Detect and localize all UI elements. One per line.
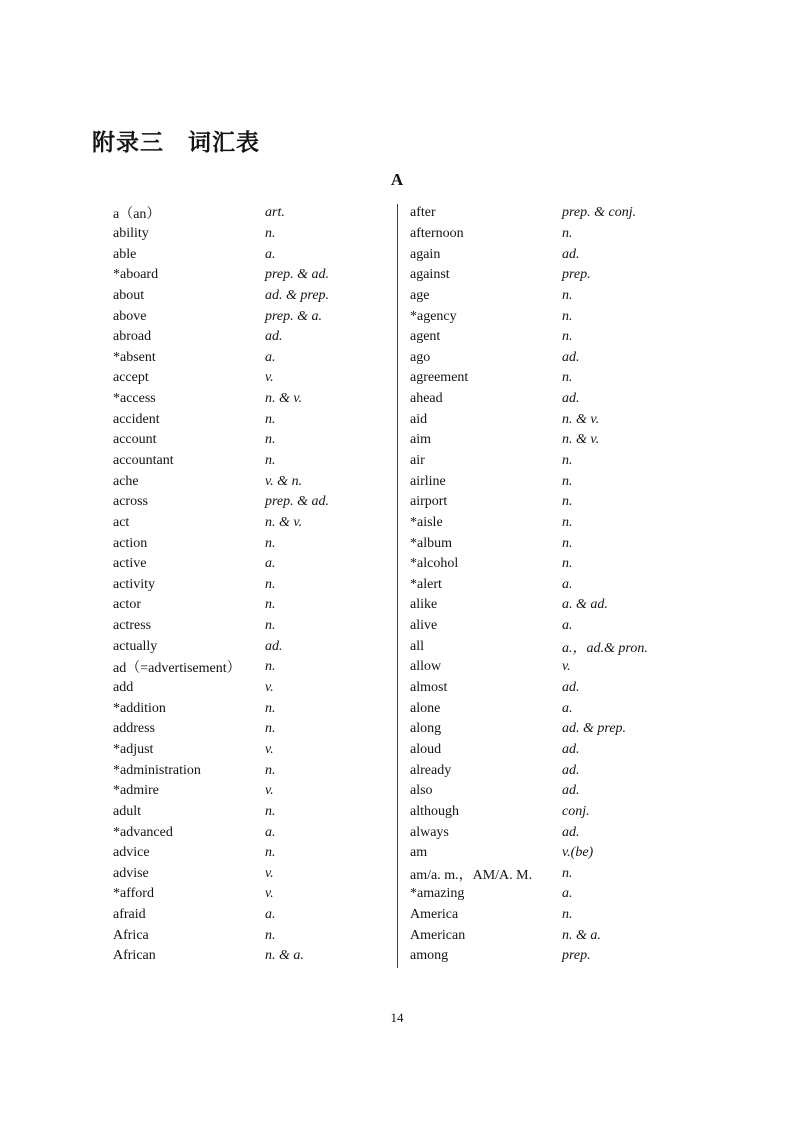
appendix-title: 附录三 词汇表 xyxy=(92,129,260,155)
part-of-speech-label: ad. xyxy=(562,349,580,365)
part-of-speech-label: a. xyxy=(562,576,573,592)
part-of-speech-label: v. & n. xyxy=(265,473,303,489)
word-entry-row xyxy=(410,203,648,224)
word-text: adult xyxy=(113,803,141,819)
word-entry-row xyxy=(410,843,648,864)
word-text: advice xyxy=(113,845,150,861)
vocabulary-column-left xyxy=(113,203,329,967)
word-entry-row xyxy=(113,203,329,224)
word-entry-row xyxy=(410,286,648,307)
word-entry-row xyxy=(113,224,329,245)
word-entry-row xyxy=(113,286,329,307)
word-text: abroad xyxy=(113,329,152,345)
part-of-speech-label: prep. xyxy=(562,948,591,964)
word-text: afternoon xyxy=(410,225,464,241)
word-entry-row xyxy=(410,451,648,472)
part-of-speech-label: n. xyxy=(562,535,573,551)
word-text: accountant xyxy=(113,453,174,468)
part-of-speech-label: n. xyxy=(562,907,573,923)
word-entry-row xyxy=(113,389,329,410)
part-of-speech-label: ad. xyxy=(562,391,580,407)
word-text: accident xyxy=(113,411,160,427)
word-text: *agency xyxy=(410,308,457,324)
word-text: age xyxy=(410,287,430,303)
page-number: 14 xyxy=(390,1010,404,1025)
part-of-speech-label: a. xyxy=(562,886,573,902)
word-text: across xyxy=(113,494,148,510)
word-text: airline xyxy=(410,473,446,489)
word-text: alive xyxy=(410,618,438,634)
word-text: airport xyxy=(410,494,448,510)
part-of-speech-label: a. xyxy=(265,349,276,365)
part-of-speech-label: n. xyxy=(562,865,573,881)
word-text: aloud xyxy=(410,741,442,757)
part-of-speech-label: ad. xyxy=(562,762,580,778)
word-text: *absent xyxy=(113,349,156,365)
part-of-speech-label: n. xyxy=(265,432,276,448)
word-entry-row xyxy=(113,595,329,616)
part-of-speech-label: ad. xyxy=(265,638,283,654)
part-of-speech-label: ad. xyxy=(562,741,580,757)
word-entry-row xyxy=(410,678,648,699)
word-entry-row xyxy=(410,595,648,616)
word-entry-row xyxy=(410,740,648,761)
word-entry-row xyxy=(113,925,329,946)
word-text: actually xyxy=(113,638,158,654)
word-text: also xyxy=(410,783,433,799)
word-text: always xyxy=(410,824,449,840)
word-text: all xyxy=(410,638,424,654)
word-text: American xyxy=(410,927,466,943)
word-text: aid xyxy=(410,411,428,427)
word-entry-row xyxy=(113,244,329,265)
word-text: afraid xyxy=(113,907,146,923)
part-of-speech-label: prep. & ad. xyxy=(265,494,330,510)
part-of-speech-label: n. xyxy=(562,473,573,489)
word-text: America xyxy=(410,907,459,923)
word-text: *admire xyxy=(113,783,159,799)
word-text: actress xyxy=(113,618,152,634)
word-text: alone xyxy=(410,700,441,716)
word-text: accept xyxy=(113,370,149,386)
part-of-speech-label: ad. xyxy=(562,680,580,696)
word-entry-row xyxy=(410,265,648,286)
word-entry-row xyxy=(113,575,329,596)
part-of-speech-label: a. & ad. xyxy=(562,597,608,613)
part-of-speech-label: v. xyxy=(562,659,571,675)
part-of-speech-label: a. xyxy=(265,824,276,840)
part-of-speech-label: a.，ad.& pron. xyxy=(562,640,648,656)
word-text: active xyxy=(113,556,147,572)
part-of-speech-label: v. xyxy=(265,886,274,902)
word-text: *amazing xyxy=(410,886,465,902)
word-text: *advanced xyxy=(113,824,173,840)
word-entry-row xyxy=(113,905,329,926)
word-entry-row xyxy=(410,471,648,492)
word-text: *aboard xyxy=(113,267,159,283)
word-entry-row xyxy=(410,368,648,389)
part-of-speech-label: a. xyxy=(265,907,276,923)
word-text: a（an） xyxy=(113,207,161,223)
part-of-speech-label: ad. xyxy=(265,329,283,345)
part-of-speech-label: prep. xyxy=(562,267,591,283)
word-text: almost xyxy=(410,680,448,696)
part-of-speech-label: n. xyxy=(265,597,276,613)
part-of-speech-label: prep. & a. xyxy=(265,308,323,324)
word-text: *adjust xyxy=(113,741,154,757)
part-of-speech-label: n. & v. xyxy=(265,391,303,407)
part-of-speech-label: n. xyxy=(562,370,573,386)
word-entry-row xyxy=(410,513,648,534)
word-text: action xyxy=(113,535,148,551)
word-text: along xyxy=(410,721,442,737)
word-text: already xyxy=(410,762,452,778)
word-text: ahead xyxy=(410,391,443,407)
part-of-speech-label: v. xyxy=(265,370,274,386)
part-of-speech-label: ad. xyxy=(562,824,580,840)
part-of-speech-label: n. & v. xyxy=(562,432,600,448)
word-text: am xyxy=(410,845,428,861)
part-of-speech-label: art. xyxy=(265,205,285,221)
word-text: aim xyxy=(410,432,431,448)
word-entry-row xyxy=(113,802,329,823)
word-entry-row xyxy=(410,719,648,740)
word-text: *alcohol xyxy=(410,556,459,572)
word-text: above xyxy=(113,308,147,324)
word-entry-row xyxy=(410,698,648,719)
word-entry-row xyxy=(410,864,648,885)
word-entry-row xyxy=(113,698,329,719)
word-entry-row xyxy=(113,946,329,967)
word-text: agreement xyxy=(410,370,469,386)
word-entry-row xyxy=(113,781,329,802)
part-of-speech-label: n. & v. xyxy=(265,514,303,530)
word-text: act xyxy=(113,514,130,530)
word-entry-row xyxy=(410,925,648,946)
word-entry-row xyxy=(113,636,329,657)
word-entry-row xyxy=(410,884,648,905)
word-entry-row xyxy=(410,389,648,410)
word-text: actor xyxy=(113,597,141,613)
word-text: although xyxy=(410,803,459,819)
word-text: agent xyxy=(410,329,441,345)
word-text: ago xyxy=(410,349,431,365)
word-text: Africa xyxy=(113,927,149,943)
part-of-speech-label: a. xyxy=(265,246,276,262)
part-of-speech-label: n. xyxy=(562,287,573,303)
part-of-speech-label: n. xyxy=(265,225,276,241)
word-entry-row xyxy=(113,760,329,781)
part-of-speech-label: n. xyxy=(562,329,573,345)
word-text: after xyxy=(410,205,436,221)
word-entry-row xyxy=(410,946,648,967)
part-of-speech-label: n. xyxy=(265,618,276,634)
word-entry-row xyxy=(410,575,648,596)
part-of-speech-label: ad. xyxy=(562,246,580,262)
word-text: ad（=advertisement） xyxy=(113,661,241,677)
word-entry-row xyxy=(113,657,329,678)
section-letter-heading: A xyxy=(390,170,404,189)
part-of-speech-label: v. xyxy=(265,865,274,881)
part-of-speech-label: a. xyxy=(265,556,276,572)
part-of-speech-label: v. xyxy=(265,741,274,757)
part-of-speech-label: n. xyxy=(562,308,573,324)
part-of-speech-label: n. xyxy=(562,556,573,572)
part-of-speech-label: n. xyxy=(265,927,276,943)
part-of-speech-label: n. & a. xyxy=(265,948,304,964)
part-of-speech-label: n. & a. xyxy=(562,927,601,943)
word-text: activity xyxy=(113,576,155,592)
word-entry-row xyxy=(113,616,329,637)
word-entry-row xyxy=(410,327,648,348)
word-entry-row xyxy=(410,244,648,265)
word-entry-row xyxy=(410,306,648,327)
word-entry-row xyxy=(410,533,648,554)
part-of-speech-label: a. xyxy=(562,618,573,634)
word-text: air xyxy=(410,453,425,468)
word-entry-row xyxy=(410,430,648,451)
word-entry-row xyxy=(113,513,329,534)
word-text: account xyxy=(113,432,157,448)
word-text: *afford xyxy=(113,886,154,902)
word-text: against xyxy=(410,267,450,283)
column-divider-rule xyxy=(397,204,398,968)
part-of-speech-label: ad. xyxy=(562,783,580,799)
word-entry-row xyxy=(113,327,329,348)
word-text: about xyxy=(113,287,145,303)
part-of-speech-label: prep. & conj. xyxy=(562,205,637,221)
word-entry-row xyxy=(410,554,648,575)
word-text: *aisle xyxy=(410,514,443,530)
part-of-speech-label: n. xyxy=(562,494,573,510)
vocabulary-column-right xyxy=(410,203,648,967)
word-entry-row xyxy=(113,492,329,513)
word-text: again xyxy=(410,246,441,262)
word-entry-row xyxy=(410,905,648,926)
word-entry-row xyxy=(113,678,329,699)
word-text: alike xyxy=(410,597,438,613)
word-text: *album xyxy=(410,535,452,551)
part-of-speech-label: n. xyxy=(265,535,276,551)
part-of-speech-label: a. xyxy=(562,700,573,716)
part-of-speech-label: n. & v. xyxy=(562,411,600,427)
part-of-speech-label: n. xyxy=(265,576,276,592)
part-of-speech-label: n. xyxy=(265,659,276,675)
word-entry-row xyxy=(410,224,648,245)
part-of-speech-label: ad. & prep. xyxy=(562,721,627,737)
word-entry-row xyxy=(410,760,648,781)
word-text: *access xyxy=(113,391,156,407)
word-entry-row xyxy=(410,781,648,802)
part-of-speech-label: n. xyxy=(265,700,276,716)
part-of-speech-label: n. xyxy=(265,762,276,778)
word-entry-row xyxy=(410,802,648,823)
word-entry-row xyxy=(113,533,329,554)
word-entry-row xyxy=(113,884,329,905)
word-entry-row xyxy=(113,471,329,492)
part-of-speech-label: v. xyxy=(265,680,274,696)
word-entry-row xyxy=(113,843,329,864)
part-of-speech-label: n. xyxy=(562,514,573,530)
word-entry-row xyxy=(113,554,329,575)
word-text: *administration xyxy=(113,762,201,778)
word-text: advise xyxy=(113,865,149,881)
part-of-speech-label: n. xyxy=(562,225,573,241)
word-entry-row xyxy=(113,409,329,430)
word-entry-row xyxy=(410,616,648,637)
word-entry-row xyxy=(410,347,648,368)
part-of-speech-label: n. xyxy=(562,453,573,468)
word-entry-row xyxy=(113,368,329,389)
part-of-speech-label: n. xyxy=(265,411,276,427)
part-of-speech-label: conj. xyxy=(562,803,590,819)
word-text: add xyxy=(113,680,134,696)
part-of-speech-label: n. xyxy=(265,721,276,737)
part-of-speech-label: n. xyxy=(265,803,276,819)
word-text: able xyxy=(113,246,137,262)
part-of-speech-label: v. xyxy=(265,783,274,799)
part-of-speech-label: v.(be) xyxy=(562,845,594,861)
word-text: *alert xyxy=(410,576,442,592)
word-entry-row xyxy=(410,657,648,678)
word-text: address xyxy=(113,721,155,737)
word-entry-row xyxy=(113,864,329,885)
part-of-speech-label: ad. & prep. xyxy=(265,287,330,303)
word-entry-row xyxy=(113,306,329,327)
word-entry-row xyxy=(113,822,329,843)
part-of-speech-label: prep. & ad. xyxy=(265,267,330,283)
word-entry-row xyxy=(113,347,329,368)
word-entry-row xyxy=(113,265,329,286)
word-entry-row xyxy=(410,409,648,430)
word-text: allow xyxy=(410,659,442,675)
word-text: among xyxy=(410,948,449,964)
word-entry-row xyxy=(113,719,329,740)
word-entry-row xyxy=(410,822,648,843)
word-entry-row xyxy=(113,430,329,451)
word-text: ability xyxy=(113,225,149,241)
word-entry-row xyxy=(113,451,329,472)
part-of-speech-label: n. xyxy=(265,453,276,468)
word-text: African xyxy=(113,948,156,964)
word-text: *addition xyxy=(113,700,166,716)
word-entry-row xyxy=(410,492,648,513)
word-text: am/a. m.，AM/A. M. xyxy=(410,867,533,883)
part-of-speech-label: n. xyxy=(265,845,276,861)
word-text: ache xyxy=(113,473,139,489)
word-entry-row xyxy=(410,636,648,657)
word-entry-row xyxy=(113,740,329,761)
